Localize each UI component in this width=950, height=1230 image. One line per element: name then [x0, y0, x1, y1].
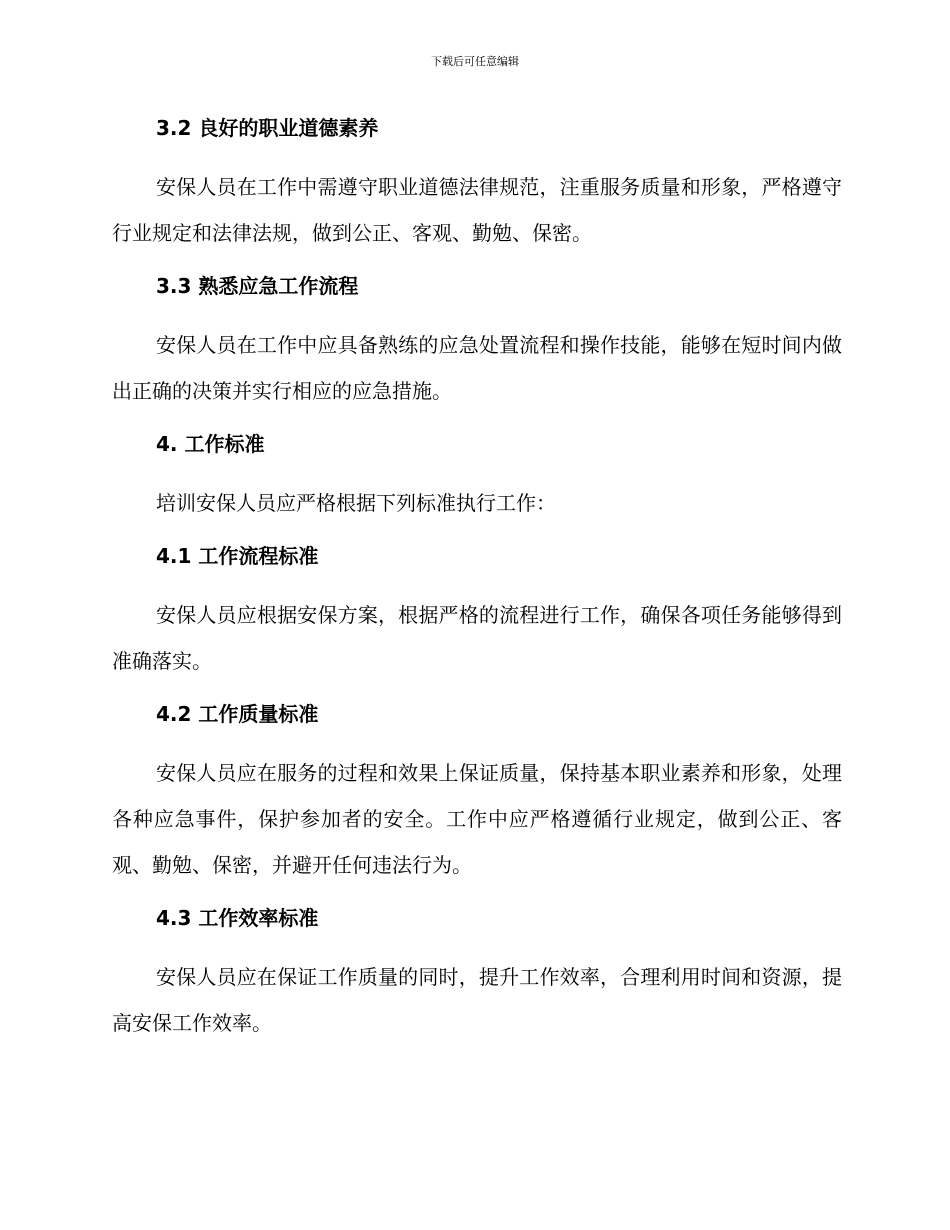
section-paragraph-3-2: 安保人员在工作中需遵守职业道德法律规范，注重服务质量和形象，严格遵守行业规定和法律法规，做到公正、客观、勤勉、保密。: [112, 175, 842, 245]
section-paragraph-4: 培训安保人员应严格根据下列标准执行工作：: [156, 491, 556, 515]
section-heading-3-3: 3.3 熟悉应急工作流程: [156, 274, 359, 298]
section-paragraph-4-3: 安保人员应在保证工作质量的同时，提升工作效率，合理利用时间和资源，提高安保工作效率。: [112, 965, 842, 1035]
section-paragraph-3-3: 安保人员在工作中应具备熟练的应急处置流程和操作技能，能够在短时间内做出正确的决策并实行相应的应急措施。: [112, 333, 842, 403]
section-paragraph-4-1: 安保人员应根据安保方案，根据严格的流程进行工作，确保各项任务能够得到准确落实。: [112, 603, 842, 673]
section-heading-3-2: 3.2 良好的职业道德素养: [156, 116, 379, 140]
section-heading-4-3: 4.3 工作效率标准: [156, 906, 319, 930]
page-header: 下载后可任意编辑: [431, 55, 519, 68]
section-paragraph-4-2: 安保人员应在服务的过程和效果上保证质量，保持基本职业素养和形象，处理各种应急事件，保护参加者的安全。工作中应严格遵循行业规定，做到公正、客观、勤勉、保密，并避开任何违法行为。: [112, 761, 842, 877]
section-heading-4-1: 4.1 工作流程标准: [156, 544, 319, 568]
section-heading-4: 4. 工作标准: [156, 432, 265, 456]
document-body: [112, 108, 842, 1046]
section-heading-4-2: 4.2 工作质量标准: [156, 702, 319, 726]
